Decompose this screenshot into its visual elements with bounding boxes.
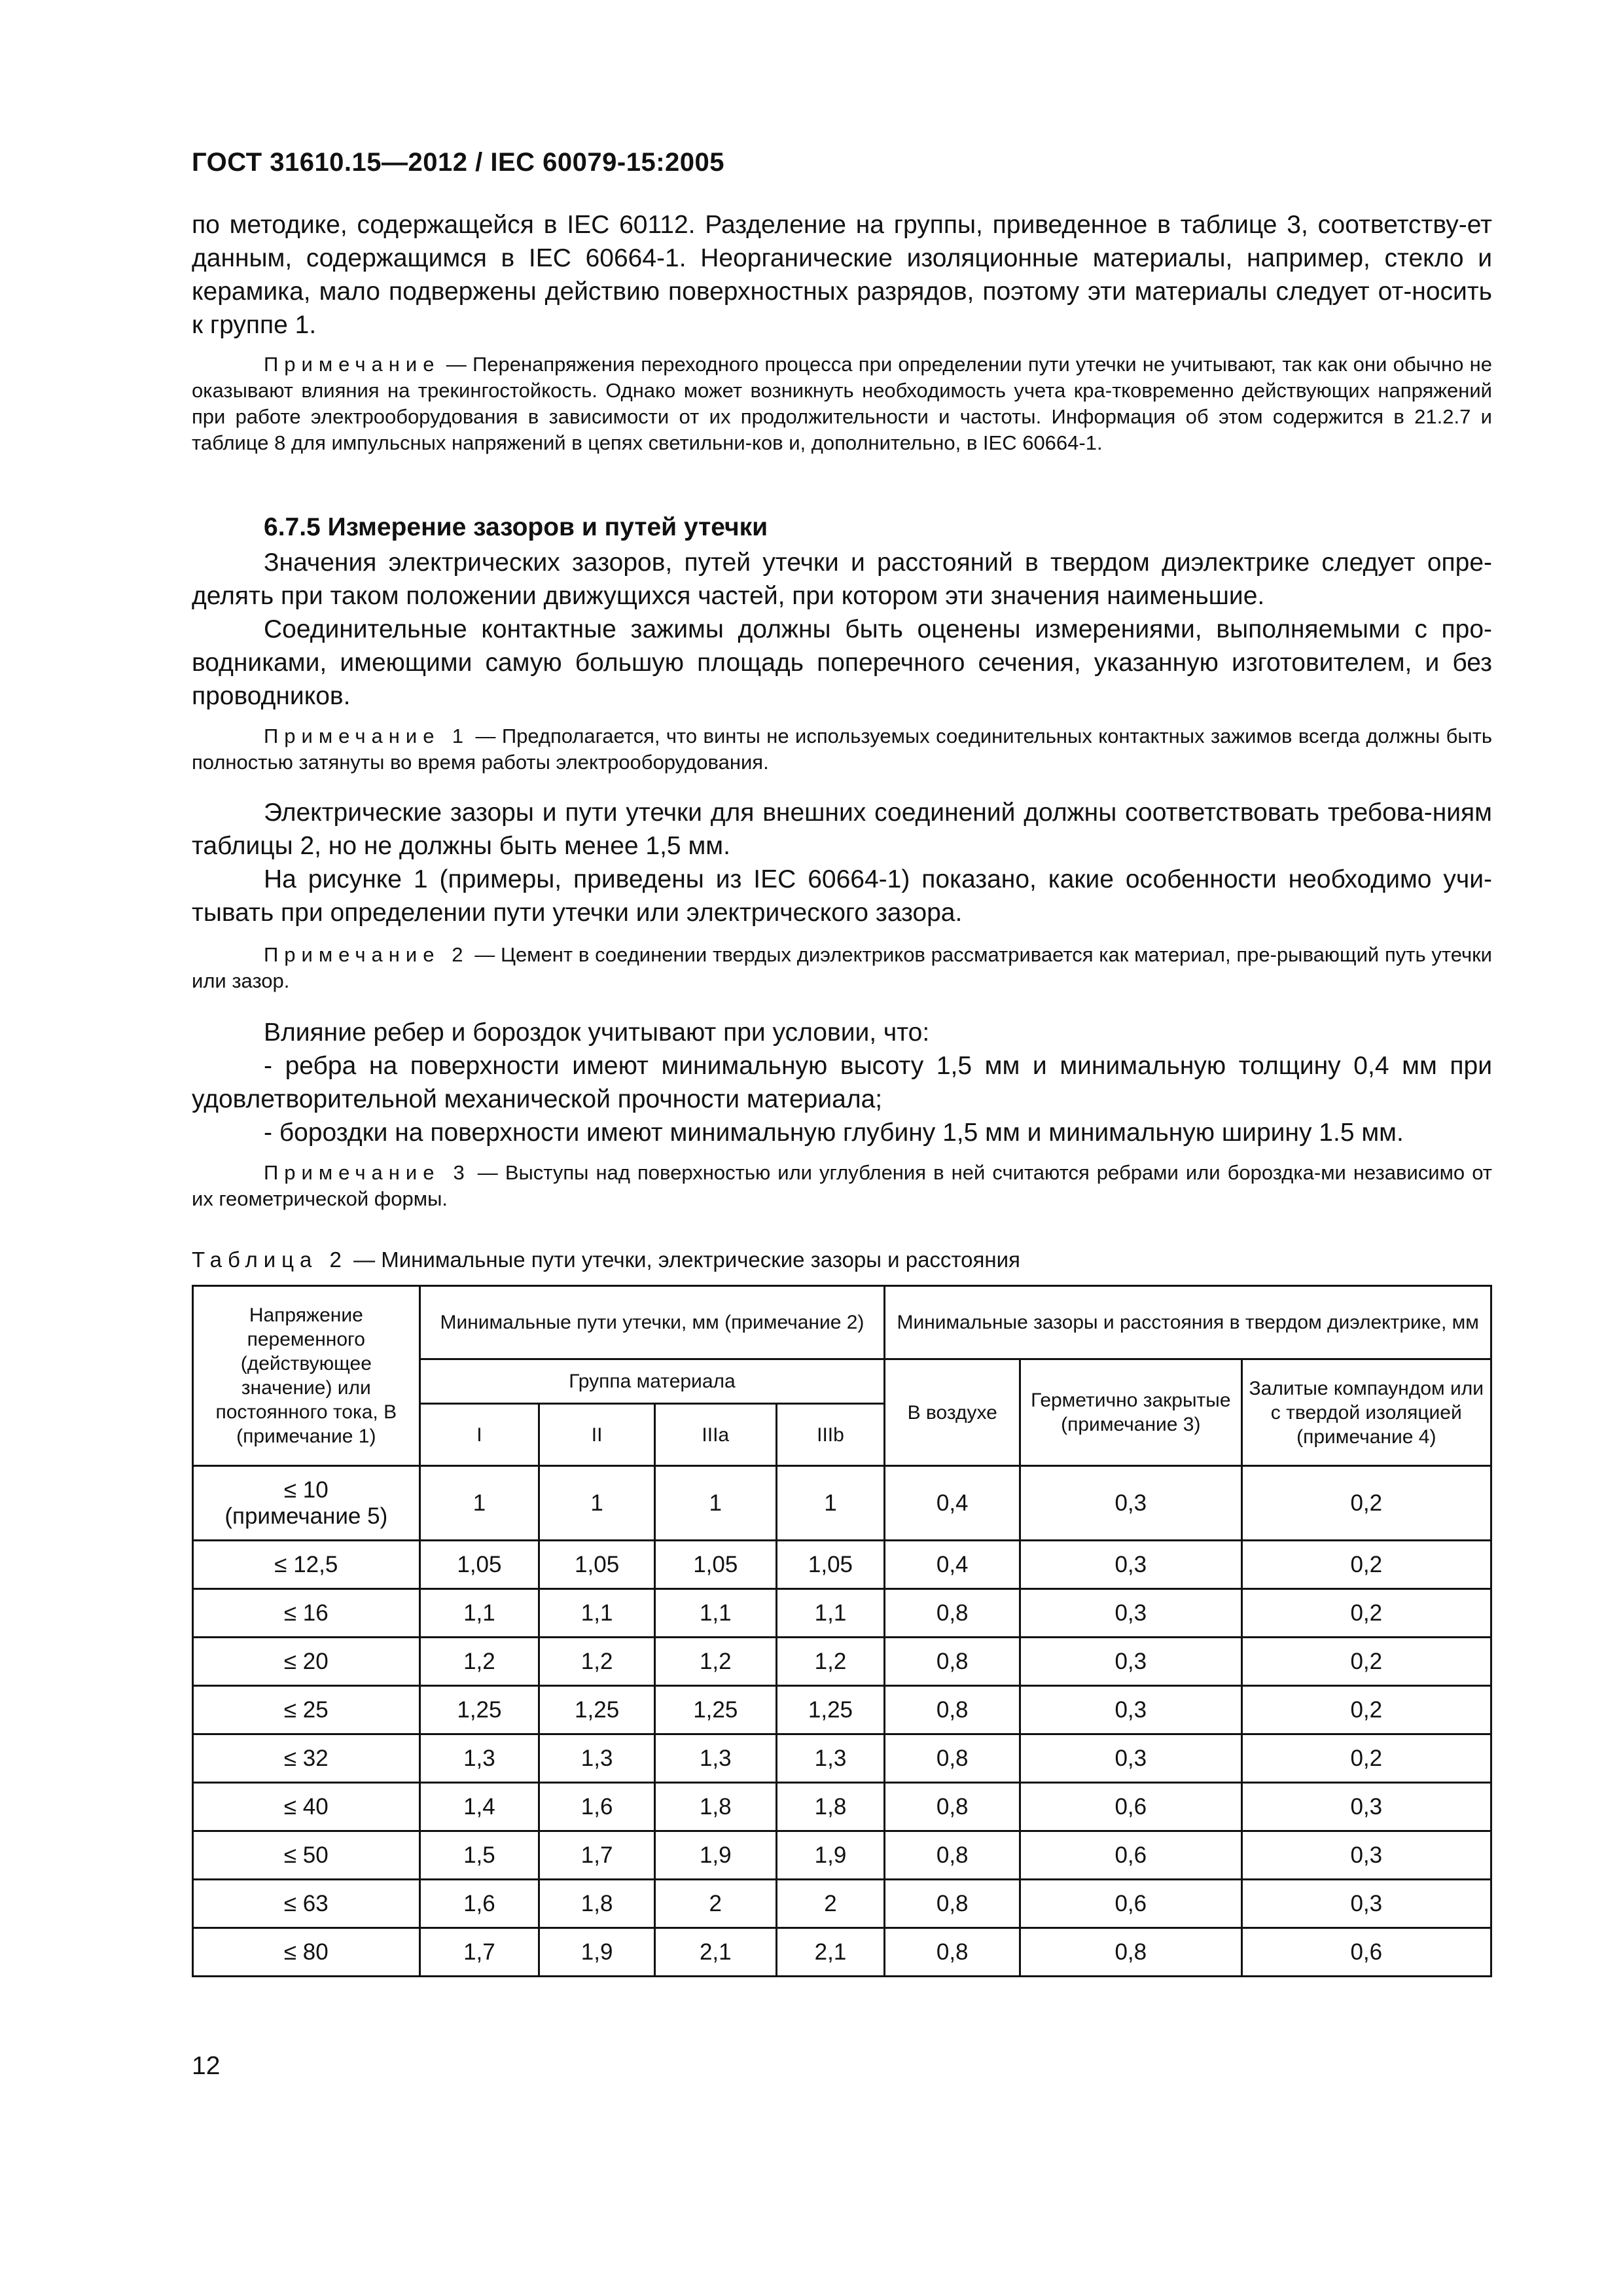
section-paragraph-3: Электрические зазоры и пути утечки для внешних соединений должны соответствовать требова-ниям таблицы 2, но не должны быть менее 1,5 мм. — [192, 798, 1492, 860]
creepage-table — [192, 1285, 1492, 1977]
cell-group-iiia: 1,8 — [654, 1783, 776, 1831]
header-group-iiib: IIIb — [776, 1404, 885, 1466]
cell-group-iiib: 2 — [776, 1880, 885, 1928]
section-paragraph-5: Влияние ребер и бороздок учитывают при условии, что: — [264, 1018, 930, 1047]
cell-potted: 0,6 — [1241, 1928, 1491, 1977]
cell-sealed: 0,6 — [1020, 1783, 1242, 1831]
cell-group-ii: 1,25 — [539, 1686, 655, 1734]
table-caption-text: — Минимальные пути утечки, электрические зазоры и расстояния — [347, 1247, 1020, 1272]
section-paragraph-4: На рисунке 1 (примеры, приведены из IEC 60664-1) показано, какие особенности необходимо учи-тывать при определении пути утечки или электрического зазора. — [192, 865, 1492, 927]
cell-in-air: 0,8 — [885, 1880, 1020, 1928]
header-voltage: Напряжение переменного (действующее значение) или постоянного тока, В (примечание 1) — [193, 1286, 420, 1466]
cell-sealed: 0,8 — [1020, 1928, 1242, 1977]
cell-voltage: ≤ 10 (примечание 5) — [193, 1466, 420, 1541]
cell-group-iiib: 1,8 — [776, 1783, 885, 1831]
cell-voltage: ≤ 20 — [193, 1638, 420, 1686]
cell-group-i: 1,3 — [419, 1734, 539, 1783]
cell-sealed: 0,6 — [1020, 1880, 1242, 1928]
cell-group-ii: 1,7 — [539, 1831, 655, 1880]
note-1 — [192, 723, 1492, 776]
cell-group-ii: 1,6 — [539, 1783, 655, 1831]
cell-potted: 0,2 — [1241, 1638, 1491, 1686]
cell-group-iiib: 1,25 — [776, 1686, 885, 1734]
cell-group-i: 1,7 — [419, 1928, 539, 1977]
table-row — [193, 1466, 1491, 1541]
cell-group-ii: 1,2 — [539, 1638, 655, 1686]
cell-voltage: ≤ 12,5 — [193, 1541, 420, 1589]
table-row — [193, 1880, 1491, 1928]
cell-potted: 0,3 — [1241, 1880, 1491, 1928]
cell-sealed: 0,3 — [1020, 1734, 1242, 1783]
cell-sealed: 0,3 — [1020, 1589, 1242, 1638]
cell-sealed: 0,3 — [1020, 1638, 1242, 1686]
section-paragraph-6: - ребра на поверхности имеют минимальную высоту 1,5 мм и минимальную толщину 0,4 мм при удовлетворительной механической прочности материала; — [192, 1052, 1492, 1113]
cell-group-iiia: 1,1 — [654, 1589, 776, 1638]
header-creepage: Минимальные пути утечки, мм (примечание 2) — [419, 1286, 885, 1359]
cell-potted: 0,2 — [1241, 1589, 1491, 1638]
table-row — [193, 1928, 1491, 1977]
intro-paragraph — [192, 208, 1492, 342]
cell-group-iiia: 1,05 — [654, 1541, 776, 1589]
note-label: Примечание — [264, 353, 440, 376]
cell-group-i: 1 — [419, 1466, 539, 1541]
cell-group-iiia: 1,25 — [654, 1686, 776, 1734]
cell-group-i: 1,05 — [419, 1541, 539, 1589]
cell-voltage: ≤ 25 — [193, 1686, 420, 1734]
table-row — [193, 1734, 1491, 1783]
cell-group-ii: 1,1 — [539, 1589, 655, 1638]
cell-group-i: 1,2 — [419, 1638, 539, 1686]
table-row — [193, 1831, 1491, 1880]
header-group-i: I — [419, 1404, 539, 1466]
section-paragraphs — [192, 546, 1492, 713]
cell-group-iiib: 1,2 — [776, 1638, 885, 1686]
cell-potted: 0,3 — [1241, 1783, 1491, 1831]
cell-group-i: 1,4 — [419, 1783, 539, 1831]
cell-group-iiia: 1,3 — [654, 1734, 776, 1783]
cell-in-air: 0,8 — [885, 1638, 1020, 1686]
cell-voltage: ≤ 40 — [193, 1783, 420, 1831]
cell-group-i: 1,6 — [419, 1880, 539, 1928]
cell-group-iiia: 1,9 — [654, 1831, 776, 1880]
note-label: Примечание 1 — [264, 725, 470, 747]
table-row — [193, 1589, 1491, 1638]
cell-sealed: 0,3 — [1020, 1541, 1242, 1589]
section-paragraph-1: Значения электрических зазоров, путей утечки и расстояний в твердом диэлектрике следует опре-делять при таком положении движущихся частей, при котором эти значения наименьшие. — [192, 548, 1492, 610]
cell-sealed: 0,3 — [1020, 1466, 1242, 1541]
cell-group-iiia: 1,2 — [654, 1638, 776, 1686]
cell-voltage: ≤ 32 — [193, 1734, 420, 1783]
cell-group-ii: 1,05 — [539, 1541, 655, 1589]
cell-in-air: 0,8 — [885, 1686, 1020, 1734]
cell-potted: 0,2 — [1241, 1686, 1491, 1734]
header-potted: Залитые компаундом или с твердой изоляцией (примечание 4) — [1241, 1359, 1491, 1466]
cell-group-iiia: 2 — [654, 1880, 776, 1928]
header-clearance: Минимальные зазоры и расстояния в твердом диэлектрике, мм — [885, 1286, 1491, 1359]
note-text: — Предполагается, что винты не используемых соединительных контактных зажимов всегда должны быть полностью затянуты во время работы электрооборудования. — [192, 725, 1492, 774]
cell-group-i: 1,25 — [419, 1686, 539, 1734]
cell-group-iiia: 1 — [654, 1466, 776, 1541]
note-label: Примечание 2 — [264, 943, 469, 966]
cell-potted: 0,3 — [1241, 1831, 1491, 1880]
note-text: — Цемент в соединении твердых диэлектриков рассматривается как материал, пре-рывающий путь утечки или зазор. — [192, 943, 1492, 992]
section-paragraph-7: - бороздки на поверхности имеют минимальную глубину 1,5 мм и минимальную ширину 1.5 мм. — [264, 1119, 1404, 1147]
header-group-iiia: IIIa — [654, 1404, 776, 1466]
cell-in-air: 0,8 — [885, 1589, 1020, 1638]
cell-potted: 0,2 — [1241, 1466, 1491, 1541]
table-row — [193, 1783, 1491, 1831]
note-text: — Перенапряжения переходного процесса при определении пути утечки не учитывают, так как они обычно не оказывают влияния на трекингостойкость. Однако может возникнуть необходимость учета кра-тковременно действующих напряжений при работе электрооборудования в зависимости от их продолжительности и частоты. Информация об этом содержится в 21.2.7 и таблице 8 для импульсных напряжений в цепях светильни-ков и, дополнительно, в IEC 60664-1. — [192, 353, 1492, 454]
document-header: ГОСТ 31610.15—2012 / IEC 60079-15:2005 — [192, 148, 724, 177]
cell-group-ii: 1 — [539, 1466, 655, 1541]
cell-in-air: 0,8 — [885, 1831, 1020, 1880]
header-in-air: В воздухе — [885, 1359, 1020, 1466]
section-title: 6.7.5 Измерение зазоров и путей утечки — [264, 513, 768, 541]
cell-sealed: 0,3 — [1020, 1686, 1242, 1734]
section-paragraphs-3 — [192, 1016, 1492, 1149]
header-sealed: Герметично закрытые (примечание 3) — [1020, 1359, 1242, 1466]
intro-text: по методике, содержащейся в IEC 60112. Разделение на группы, приведенное в таблице 3, соответству-ет данным, содержащимся в IEC 60664-1. Неорганические изоляционные материалы, например, стекло и керамика, мало подвержены действию поверхностных разрядов, поэтому эти материалы следует от-носить к группе 1. — [192, 211, 1492, 339]
cell-in-air: 0,4 — [885, 1466, 1020, 1541]
cell-in-air: 0,4 — [885, 1541, 1020, 1589]
cell-voltage: ≤ 80 — [193, 1928, 420, 1977]
header-material-group: Группа материала — [419, 1359, 885, 1404]
cell-sealed: 0,6 — [1020, 1831, 1242, 1880]
note-label: Примечание 3 — [264, 1161, 471, 1184]
cell-in-air: 0,8 — [885, 1783, 1020, 1831]
section-paragraphs-2 — [192, 796, 1492, 929]
cell-group-ii: 1,8 — [539, 1880, 655, 1928]
cell-in-air: 0,8 — [885, 1928, 1020, 1977]
section-paragraph-2: Соединительные контактные зажимы должны быть оценены измерениями, выполняемыми с про-водниками, имеющими самую большую площадь поперечного сечения, указанную изготовителем, и без проводников. — [192, 615, 1492, 710]
cell-group-iiib: 2,1 — [776, 1928, 885, 1977]
header-group-ii: II — [539, 1404, 655, 1466]
table-row — [193, 1686, 1491, 1734]
cell-group-i: 1,1 — [419, 1589, 539, 1638]
cell-group-ii: 1,9 — [539, 1928, 655, 1977]
cell-group-i: 1,5 — [419, 1831, 539, 1880]
cell-potted: 0,2 — [1241, 1541, 1491, 1589]
note-intro — [192, 351, 1492, 456]
table-row — [193, 1638, 1491, 1686]
cell-group-iiib: 1,3 — [776, 1734, 885, 1783]
cell-voltage: ≤ 50 — [193, 1831, 420, 1880]
cell-voltage: ≤ 16 — [193, 1589, 420, 1638]
note-text: — Выступы над поверхностью или углубления в ней считаются ребрами или бороздка-ми независимо от их геометрической формы. — [192, 1161, 1492, 1210]
cell-in-air: 0,8 — [885, 1734, 1020, 1783]
table-caption — [192, 1247, 1020, 1272]
cell-group-ii: 1,3 — [539, 1734, 655, 1783]
cell-group-iiib: 1,9 — [776, 1831, 885, 1880]
cell-potted: 0,2 — [1241, 1734, 1491, 1783]
page-number: 12 — [192, 2052, 221, 2080]
cell-group-iiib: 1,1 — [776, 1589, 885, 1638]
table-header-row-1 — [193, 1286, 1491, 1359]
cell-group-iiia: 2,1 — [654, 1928, 776, 1977]
cell-group-iiib: 1 — [776, 1466, 885, 1541]
note-2 — [192, 942, 1492, 994]
table-row — [193, 1541, 1491, 1589]
cell-voltage: ≤ 63 — [193, 1880, 420, 1928]
table-caption-label: Таблица 2 — [192, 1247, 348, 1272]
cell-group-iiib: 1,05 — [776, 1541, 885, 1589]
note-3 — [192, 1160, 1492, 1212]
